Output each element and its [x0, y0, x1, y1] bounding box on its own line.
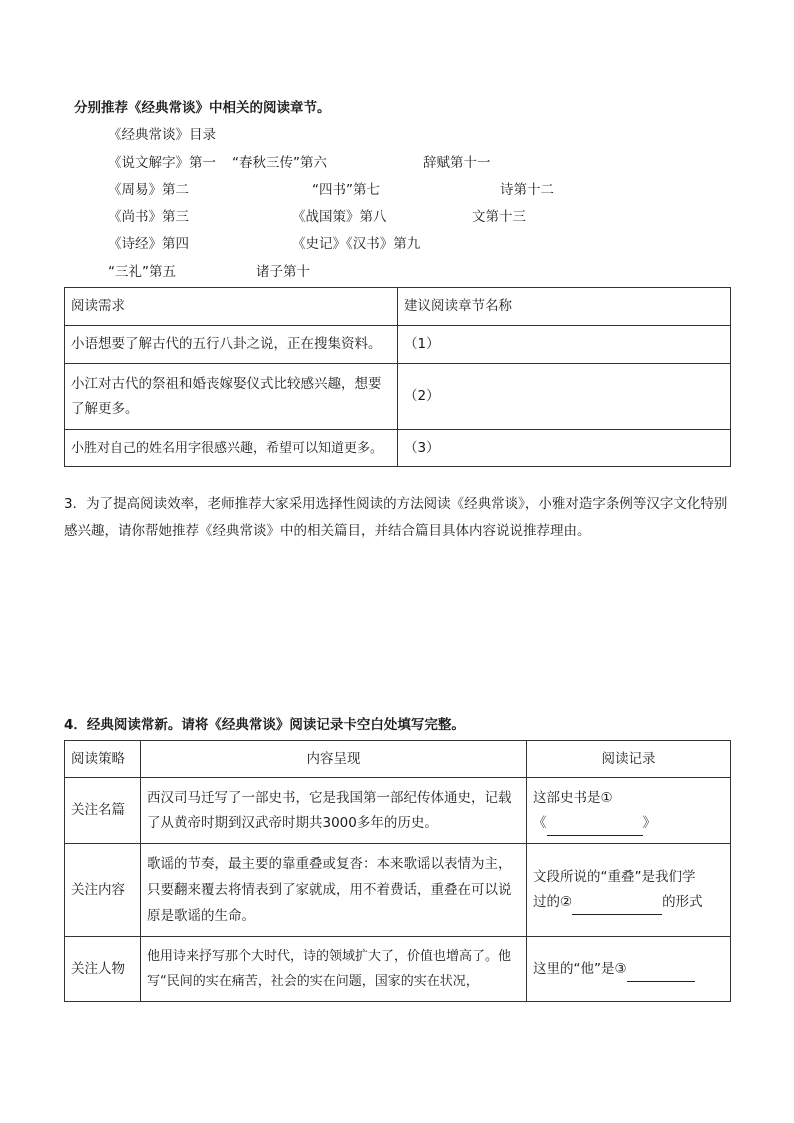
- toc-item: 《说文解字》第一: [108, 155, 216, 171]
- record-line: 这部史书是①: [533, 789, 613, 806]
- record-prefix: 过的②: [533, 894, 573, 910]
- need-cell: 小胜对自己的姓名用字很感兴趣，希望可以知道更多。: [65, 430, 398, 467]
- table-row: [65, 364, 731, 430]
- record-line: [533, 890, 724, 915]
- record-suffix: 的形式: [662, 894, 703, 910]
- record-cell: [527, 778, 731, 844]
- table-row: [65, 844, 731, 937]
- table-row: [65, 430, 731, 467]
- answer-cell[interactable]: （1）: [398, 326, 731, 364]
- header-need: 阅读需求: [65, 288, 398, 326]
- header-content: 内容呈现: [141, 741, 527, 778]
- toc-item: 诗第十二: [500, 182, 554, 198]
- need-cell: 小江对古代的祭祖和婚丧嫁娶仪式比较感兴趣，想要了解更多。: [65, 364, 398, 430]
- table-row: [65, 326, 731, 364]
- answer-cell[interactable]: （3）: [398, 430, 731, 467]
- record-cell: [527, 937, 731, 1002]
- toc-item: 《诗经》第四: [108, 236, 189, 252]
- table-row: [65, 937, 731, 1002]
- answer-blank-1[interactable]: [547, 819, 643, 836]
- toc-item: 诸子第十: [256, 264, 310, 280]
- content-cell: 他用诗来抒写那个大时代，诗的领域扩大了，价值也增高了。他写“民间的实在痛苦，社会的实在问题，国家的实在状况，: [141, 937, 527, 1002]
- toc-item: 《周易》第二: [108, 182, 189, 198]
- record-cell: [527, 844, 731, 937]
- toc-item: “三礼”第五: [108, 264, 176, 280]
- toc-title: 《经典常谈》目录: [108, 127, 216, 143]
- toc-item: 辞赋第十一: [423, 155, 491, 171]
- reading-record-table: [64, 740, 731, 1002]
- answer-cell[interactable]: （2）: [398, 364, 731, 430]
- answer-blank-2[interactable]: [572, 898, 662, 915]
- header-record: 阅读记录: [527, 741, 731, 778]
- toc-item: 文第十三: [472, 209, 526, 225]
- question-4-title: 4．经典阅读常新。请将《经典常谈》阅读记录卡空白处填写完整。: [64, 717, 465, 733]
- header-strategy: 阅读策略: [65, 741, 141, 778]
- content-cell: 歌谣的节奏，最主要的靠重叠或复沓：本来歌谣以表情为主，只要翻来覆去将情表到了家就成，用不着费话，重叠在可以说原是歌谣的生命。: [141, 844, 527, 937]
- strategy-cell: 关注名篇: [65, 778, 141, 844]
- toc-item: 《战国策》第八: [292, 209, 387, 225]
- record-line: [533, 811, 724, 836]
- toc-item: “四书”第七: [312, 182, 380, 198]
- need-cell: 小语想要了解古代的五行八卦之说，正在搜集资料。: [65, 326, 398, 364]
- question-3: 3．为了提高阅读效率，老师推荐大家采用选择性阅读的方法阅读《经典常谈》，小雅对造字条例等汉字文化特别感兴趣，请你帮她推荐《经典常谈》中的相关篇目，并结合篇目具体内容说说推荐理由。: [64, 496, 728, 539]
- book-open-bracket: 《: [533, 814, 547, 831]
- header-chapter: 建议阅读章节名称: [398, 288, 731, 326]
- book-close-bracket: 》: [642, 814, 656, 831]
- strategy-cell: 关注内容: [65, 844, 141, 937]
- strategy-cell: 关注人物: [65, 937, 141, 1002]
- record-prefix: 这里的“他”是③: [533, 960, 627, 977]
- answer-blank-3[interactable]: [627, 965, 695, 982]
- toc-item: 《史记》《汉书》第九: [292, 236, 421, 252]
- table-header-row: [65, 288, 731, 326]
- toc-item: “春秋三传”第六: [232, 155, 327, 171]
- record-line: 文段所说的“重叠”是我们学: [533, 869, 696, 885]
- table-row: [65, 778, 731, 844]
- reading-need-table: [64, 287, 731, 467]
- question-2-intro: 分别推荐《经典常谈》中相关的阅读章节。: [74, 100, 331, 116]
- table-header-row: [65, 741, 731, 778]
- content-cell: 西汉司马迁写了一部史书，它是我国第一部纪传体通史，记载了从黄帝时期到汉武帝时期共3000多年的历史。: [141, 778, 527, 844]
- toc-item: 《尚书》第三: [108, 209, 189, 225]
